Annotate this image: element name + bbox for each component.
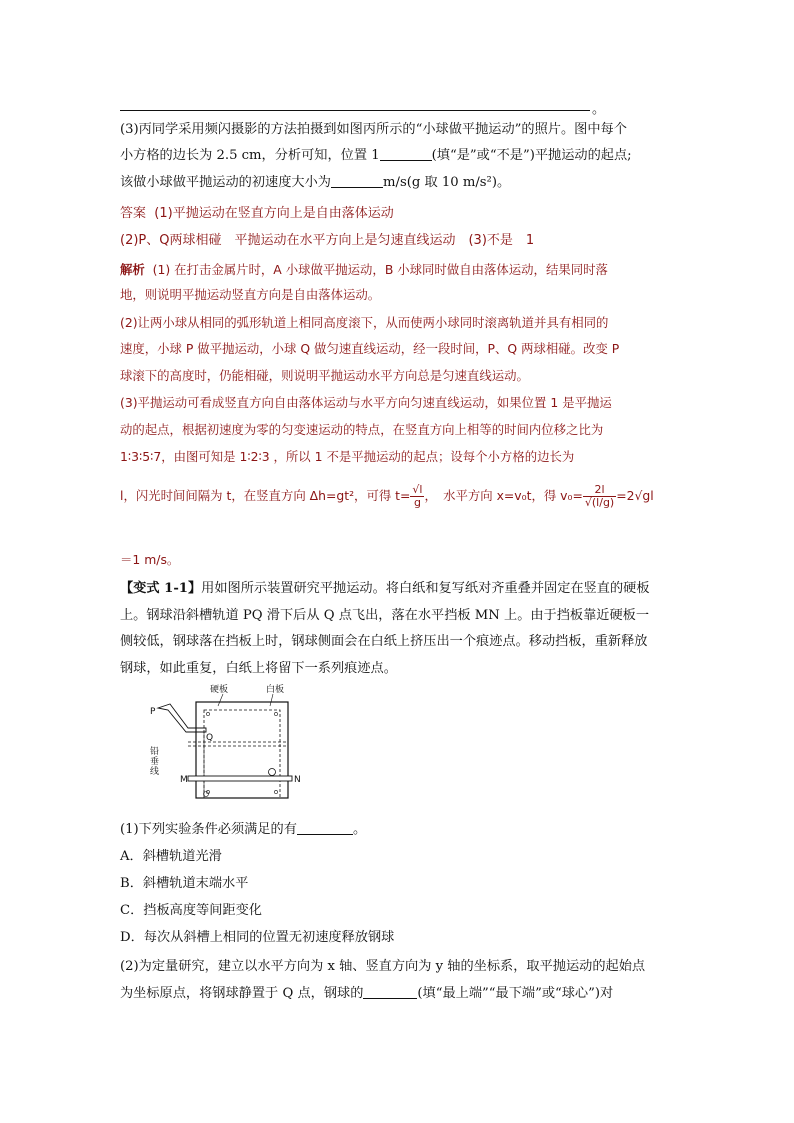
answer-line-2: (2)P、Q两球相碰 平抛运动在水平方向上是匀速直线运动 (3)不是 1 bbox=[120, 233, 535, 248]
label-plumb-1: 铅 bbox=[150, 747, 160, 757]
explanation-line-7: 动的起点，根据初速度为零的匀变速运动的特点，在竖直方向上相等的时间内位移之比为 bbox=[120, 422, 604, 437]
pointer-hard bbox=[218, 694, 223, 706]
explanation-line-8: 1∶3∶5∶7，由图可知是 1∶2∶3 ，所以 1 不是平抛运动的起点；设每个小方格的边长为 bbox=[120, 449, 575, 464]
answer-line-1 bbox=[120, 204, 680, 224]
label-m: M bbox=[180, 775, 188, 785]
explanation-line-2: 地，则说明平抛运动竖直方向是自由落体运动。 bbox=[120, 287, 381, 302]
option-c[interactable]: C．挡板高度等间距变化 bbox=[120, 903, 262, 918]
explanation-formula-line: l，闪光时间间隔为 t，在竖直方向 Δh=gt²，可得 t= $\frac{√l}{g}$ ， 水平方向 x=v₀t，得 v₀= $\frac{2l}{√(l/g)}$ =2√gl bbox=[120, 483, 654, 509]
explanation-p1a: (1) 在打击金属片时，A 小球做平抛运动，B 小球同时做自由落体运动，结果同时落 bbox=[152, 262, 608, 277]
hard-board bbox=[196, 702, 288, 798]
pointer-white bbox=[270, 694, 273, 706]
label-white-board: 白板 bbox=[266, 685, 285, 695]
q3-line-1: (3)丙同学采用频闪摄影的方法拍摄到如图丙所示的“小球做平抛运动”的照片。图中每个 bbox=[120, 122, 627, 137]
frac-den-g: g bbox=[413, 496, 421, 509]
label-q: Q bbox=[206, 733, 214, 743]
sub1-text: (1)下列实验条件必须满足的有 bbox=[120, 822, 297, 837]
variant-tag: 【变式 1-1】 bbox=[120, 581, 202, 596]
label-p: P bbox=[150, 707, 156, 717]
variant-line-4: 钢球，如此重复，白纸上将留下一系列痕迹点。 bbox=[120, 661, 397, 676]
pin-bottom-left bbox=[206, 790, 209, 793]
variant-line-3: 侧较低，钢球落在挡板上时，钢球侧面会在白纸上挤压出一个痕迹点。移动挡板，重新释放 bbox=[120, 634, 648, 649]
explanation-label: 解析 bbox=[120, 262, 145, 277]
fraction-sqrt-l-over-g: $\frac{√l}{g}$ bbox=[412, 483, 423, 509]
label-plumb-2: 垂 bbox=[150, 757, 160, 767]
formula-text-1: l，闪光时间间隔为 t，在竖直方向 Δh=gt²，可得 t= bbox=[120, 488, 411, 503]
frac-num-2l: 2l bbox=[583, 484, 616, 497]
sqrt-gl: gl bbox=[642, 488, 654, 503]
q3-text-a: 小方格的边长为 2.5 cm，分析可知，位置 1 bbox=[120, 148, 380, 163]
pin-top-right bbox=[274, 712, 277, 715]
sub2-line-2 bbox=[120, 984, 680, 1004]
option-a[interactable]: A．斜槽轨道光滑 bbox=[120, 849, 222, 864]
sub2-text-a: 为坐标原点，将钢球静置于 Q 点，钢球的 bbox=[120, 986, 364, 1001]
option-b[interactable]: B．斜槽轨道末端水平 bbox=[120, 876, 249, 891]
sub2-line-1: (2)为定量研究，建立以水平方向为 x 轴、竖直方向为 y 轴的坐标系，取平抛运动的起始点 bbox=[120, 959, 646, 974]
formula-text-2: ， 水平方向 x=v₀t，得 v₀= bbox=[424, 488, 583, 503]
explanation-line-3: (2)让两小球从相同的弧形轨道上相同高度滚下，从而使两小球同时滚离轨道并具有相同的 bbox=[120, 315, 609, 330]
q3-line-3 bbox=[120, 173, 680, 193]
answer-1: (1)平抛运动在竖直方向上是自由落体运动 bbox=[154, 206, 394, 221]
baffle-mn bbox=[188, 776, 292, 781]
explanation-line-6: (3)平抛运动可看成竖直方向自由落体运动与水平方向匀速直线运动，如果位置 1 是平抛运 bbox=[120, 395, 612, 410]
option-d[interactable]: D．每次从斜槽上相同的位置无初速度释放钢球 bbox=[120, 930, 395, 945]
explanation-line-result: ＝1 m/s。 bbox=[120, 552, 180, 567]
q3-text-c: 该做小球做平抛运动的初速度大小为 bbox=[120, 175, 331, 190]
sub2-blank[interactable] bbox=[363, 984, 417, 999]
answer-label: 答案 bbox=[120, 206, 147, 221]
label-hard-board: 硬板 bbox=[210, 685, 229, 695]
pin-top-left bbox=[206, 712, 209, 715]
pin-bottom-right bbox=[274, 790, 277, 793]
variant-text-1: 用如图所示装置研究平抛运动。将白纸和复写纸对齐重叠并固定在竖直的硬板 bbox=[201, 581, 650, 596]
formula-text-3: =2 bbox=[616, 488, 635, 503]
frac-den-g2: g bbox=[602, 496, 610, 509]
sub1-blank[interactable] bbox=[297, 820, 353, 835]
explanation-line-5: 球滚下的高度时，仍能相碰，则说明平抛运动水平方向总是匀速直线运动。 bbox=[120, 368, 529, 383]
q3-line-2 bbox=[120, 146, 680, 166]
end-period: 。 bbox=[592, 102, 606, 117]
sub1-question bbox=[120, 820, 680, 840]
answer-blank-line[interactable] bbox=[120, 110, 590, 111]
frac-num-l: l bbox=[419, 483, 423, 496]
q3-text-b: (填“是”或“不是”)平抛运动的起点; bbox=[431, 148, 632, 163]
variant-line-1 bbox=[120, 579, 680, 599]
sub2-text-b: (填“最上端”“最下端”或“球心”)对 bbox=[417, 986, 614, 1001]
blank-initial-speed[interactable] bbox=[331, 173, 383, 188]
frac-den-l: l bbox=[596, 496, 600, 509]
variant-line-2: 上。钢球沿斜槽轨道 PQ 滑下后从 Q 点飞出，落在水平挡板 MN 上。由于挡板靠近硬板一 bbox=[120, 608, 650, 623]
steel-ball bbox=[269, 769, 276, 776]
q3-text-d: m/s(g 取 10 m/s²)。 bbox=[383, 175, 511, 190]
fraction-2l-over-sqrt: $\frac{2l}{√(l/g)}$ bbox=[584, 483, 615, 509]
blank-position-1[interactable] bbox=[380, 146, 432, 161]
sub1-end: 。 bbox=[352, 822, 367, 837]
label-plumb-3: 线 bbox=[150, 767, 160, 777]
apparatus-diagram bbox=[148, 684, 308, 804]
white-paper bbox=[204, 710, 280, 798]
explanation-line-1 bbox=[120, 260, 680, 280]
label-n: N bbox=[294, 775, 301, 785]
chute-track bbox=[158, 704, 206, 732]
explanation-line-4: 速度，小球 P 做平抛运动，小球 Q 做匀速直线运动，经一段时间，P、Q 两球相碰。改变 P bbox=[120, 341, 620, 356]
